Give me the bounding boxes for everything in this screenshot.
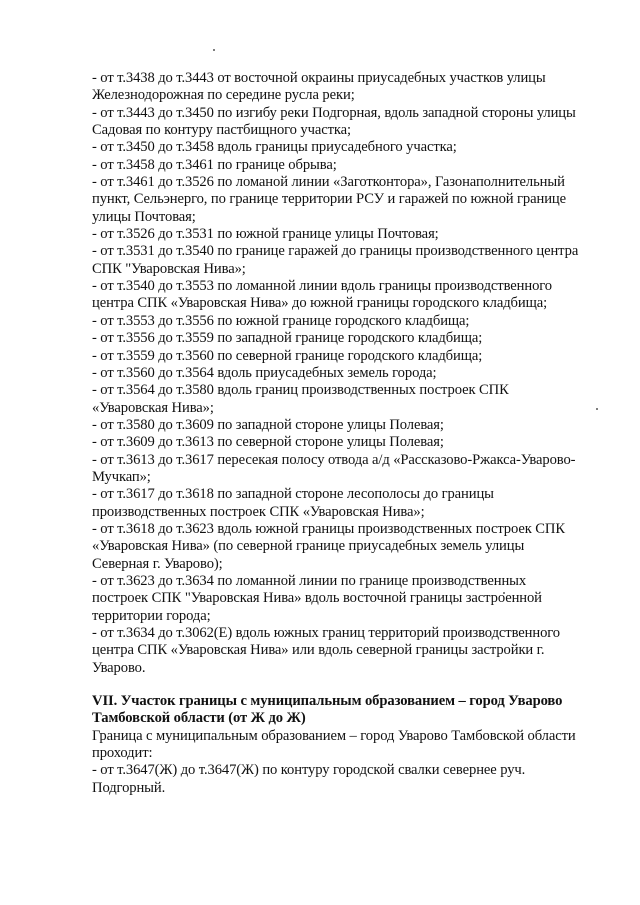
list-item xyxy=(92,278,612,313)
list-item-line: территории города; xyxy=(92,607,211,624)
list-item xyxy=(92,625,612,677)
list-item xyxy=(92,226,612,243)
list-item-line: - от т.3580 до т.3609 по западной стороне улицы Полевая; xyxy=(92,416,444,433)
list-item xyxy=(92,174,612,226)
section-body-line: - от т.3647(Ж) до т.3647(Ж) по контуру городской свалки севернее руч. xyxy=(92,762,526,779)
section-heading xyxy=(92,693,612,728)
list-item xyxy=(92,486,612,521)
list-item xyxy=(92,521,612,573)
list-item-line: Садовая по контуру пастбищного участка; xyxy=(92,122,351,139)
list-item-line: - от т.3531 до т.3540 по границе гаражей до границы производственного центра xyxy=(92,243,579,260)
list-item-line: Уварово. xyxy=(92,659,146,676)
list-item-line: Северная г. Уварово); xyxy=(92,555,223,572)
list-item-line: «Уваровская Нива» (по северной границе приусадебных земель улицы xyxy=(92,538,525,555)
list-item-line: СПК "Уваровская Нива»; xyxy=(92,260,246,277)
list-item-line: «Уваровская Нива»; xyxy=(92,399,214,416)
list-item xyxy=(92,313,612,330)
list-item-line: центра СПК «Уваровская Нива» до южной границы городского кладбища; xyxy=(92,295,548,312)
list-item-line: построек СПК "Уваровская Нива» вдоль восточной границы застроенной xyxy=(92,590,542,607)
list-item xyxy=(92,452,612,487)
list-item xyxy=(92,434,612,451)
section-body xyxy=(92,728,612,797)
section-body-line: Подгорный. xyxy=(92,779,166,796)
section-heading-line: Тамбовской области (от Ж до Ж) xyxy=(92,710,306,727)
list-item-line: - от т.3450 до т.3458 вдоль границы приусадебного участка; xyxy=(92,139,457,156)
list-item-line: - от т.3560 до т.3564 вдоль приусадебных земель города; xyxy=(92,364,437,381)
section-body-line: проходит: xyxy=(92,745,153,762)
list-item-line: - от т.3556 до т.3559 по западной границе городского кладбища; xyxy=(92,330,483,347)
boundary-segment-list xyxy=(92,70,612,677)
section-heading-line: VII. Участок границы с муниципальным образованием – город Уварово xyxy=(92,693,563,710)
list-item xyxy=(92,139,612,156)
list-item-line: - от т.3526 до т.3531 по южной границе улицы Почтовая; xyxy=(92,226,439,243)
list-item-line: - от т.3623 до т.3634 по ломанной линии по границе производственных xyxy=(92,572,527,589)
list-item xyxy=(92,157,612,174)
list-item-line: пункт, Сельэнерго, по границе территории РСУ и гаражей по южной границе xyxy=(92,191,567,208)
list-item xyxy=(92,573,612,625)
list-item xyxy=(92,348,612,365)
list-item-line: Железнодорожная по середине русла реки; xyxy=(92,87,355,104)
list-item-line: - от т.3553 до т.3556 по южной границе городского кладбища; xyxy=(92,312,470,329)
list-item-line: Мучкап»; xyxy=(92,468,151,485)
list-item xyxy=(92,243,612,278)
list-item-line: - от т.3617 до т.3618 по западной стороне лесополосы до границы xyxy=(92,486,494,503)
list-item-line: улицы Почтовая; xyxy=(92,208,196,225)
list-item xyxy=(92,365,612,382)
section-gap xyxy=(92,677,612,693)
scan-speck xyxy=(213,49,215,51)
list-item-line: - от т.3564 до т.3580 вдоль границ производственных построек СПК xyxy=(92,382,509,399)
list-item-line: - от т.3438 до т.3443 от восточной окраины приусадебных участков улицы xyxy=(92,70,546,86)
list-item xyxy=(92,382,612,417)
list-item xyxy=(92,70,612,105)
list-item-line: - от т.3461 до т.3526 по ломаной линии «Заготконтора», Газонаполнительный xyxy=(92,174,565,191)
list-item-line: - от т.3559 до т.3560 по северной границе городского кладбища; xyxy=(92,347,483,364)
list-item xyxy=(92,330,612,347)
list-item-line: - от т.3458 до т.3461 по границе обрыва; xyxy=(92,156,337,173)
list-item xyxy=(92,105,612,140)
list-item xyxy=(92,417,612,434)
section-body-line: Граница с муниципальным образованием – город Уварово Тамбовской области xyxy=(92,727,576,744)
list-item-line: - от т.3634 до т.3062(Е) вдоль южных границ территорий производственного xyxy=(92,625,560,641)
list-item-line: центра СПК «Уваровская Нива» или вдоль северной границы застройки г. xyxy=(92,642,545,659)
list-item-line: - от т.3618 до т.3623 вдоль южной границы производственных построек СПК xyxy=(92,520,565,537)
list-item-line: производственных построек СПК «Уваровская Нива»; xyxy=(92,503,425,520)
list-item-line: - от т.3540 до т.3553 по ломанной линии вдоль границы производственного xyxy=(92,278,552,295)
list-item-line: - от т.3443 до т.3450 по изгибу реки Подгорная, вдоль западной стороны улицы xyxy=(92,104,576,121)
list-item-line: - от т.3613 до т.3617 пересекая полосу отвода а/д «Рассказово-Ржакса-Уварово- xyxy=(92,451,576,468)
document-body xyxy=(92,70,612,797)
list-item-line: - от т.3609 до т.3613 по северной стороне улицы Полевая; xyxy=(92,434,444,451)
